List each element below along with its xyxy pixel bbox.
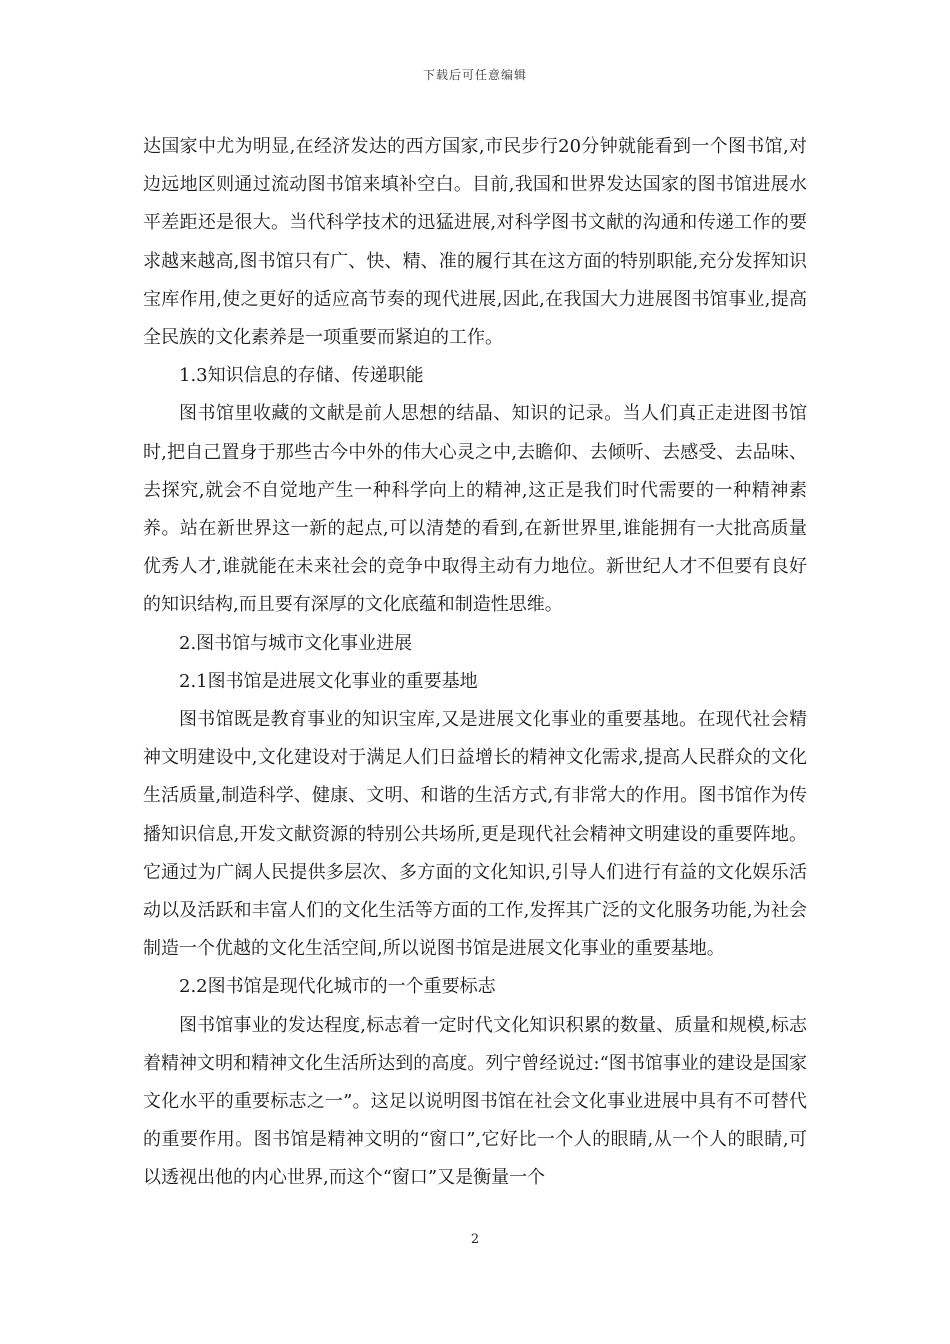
section-heading: 2.图书馆与城市文化事业进展 [179,632,413,654]
document-body [143,128,807,1198]
section-heading: 1.3知识信息的存储、传递职能 [179,365,424,387]
section-heading: 2.1图书馆是进展文化事业的重要基地 [179,670,478,692]
body-paragraph: 图书馆事业的发达程度,标志着一定时代文化知识积累的数量、质量和规模,标志着精神文明和精神文化生活所达到的高度。列宁曾经说过:“图书馆事业的建设是国家文化水平的重要标志之一”。这足以说明图书馆在社会文化事业进展中具有不可替代的重要作用。图书馆是精神文明的“窗口”,它好比一个人的眼睛,从一个人的眼睛,可以透视出他的内心世界,而这个“窗口”又是衡量一个 [143,1014,807,1189]
body-paragraph: 图书馆既是教育事业的知识宝库,又是进展文化事业的重要基地。在现代社会精神文明建设中,文化建设对于满足人们日益增长的精神文化需求,提高人民群众的文化生活质量,制造科学、健康、文明、和谐的生活方式,有非常大的作用。图书馆作为传播知识信息,开发文献资源的特别公共场所,更是现代社会精神文明建设的重要阵地。它通过为广阔人民提供多层次、多方面的文化知识,引导人们进行有益的文化娱乐活动以及活跃和丰富人们的文化生活等方面的工作,发挥其广泛的文化服务功能,为社会制造一个优越的文化生活空间,所以说图书馆是进展文化事业的重要基地。 [143,709,807,960]
section-heading: 2.2图书馆是现代化城市的一个重要标志 [179,976,496,998]
page-header: 下载后可任意编辑 [422,68,527,82]
body-paragraph: 图书馆里收藏的文献是前人思想的结晶、知识的记录。当人们真正走进图书馆时,把自己置身于那些古今中外的伟大心灵之中,去瞻仰、去倾听、去感受、去品味、去探究,就会不自觉地产生一种科学向上的精神,这正是我们时代需要的一种精神素养。站在新世界这一新的起点,可以清楚的看到,在新世界里,谁能拥有一大批高质量优秀人才,谁就能在未来社会的竞争中取得主动有力地位。新世纪人才不但要有良好的知识结构,而且要有深厚的文化底蕴和制造性思维。 [143,403,807,616]
body-paragraph: 达国家中尤为明显,在经济发达的西方国家,市民步行20分钟就能看到一个图书馆,对边远地区则通过流动图书馆来填补空白。目前,我国和世界发达国家的图书馆进展水平差距还是很大。当代科学技术的迅猛进展,对科学图书文献的沟通和传递工作的要求越来越高,图书馆只有广、快、精、准的履行其在这方面的特别职能,充分发挥知识宝库作用,使之更好的适应高节奏的现代进展,因此,在我国大力进展图书馆事业,提高全民族的文化素养是一项重要而紧迫的工作。 [143,136,807,349]
page-number: 2 [470,1232,480,1247]
